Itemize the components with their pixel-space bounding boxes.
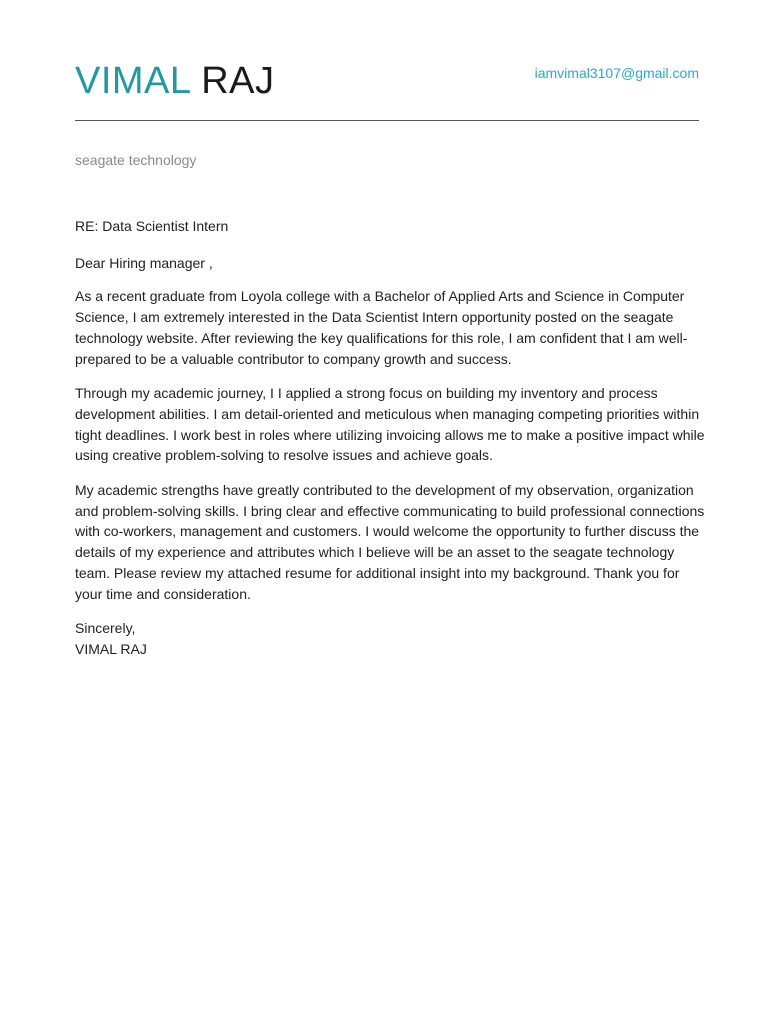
salutation: Dear Hiring manager , <box>75 254 213 271</box>
signature: VIMAL RAJ <box>75 640 147 657</box>
applicant-name <box>75 58 275 104</box>
letter-header <box>75 58 699 108</box>
body-paragraph-2: Through my academic journey, I I applied a strong focus on building my inventory and process development abilities. I am detail-oriented and meticulous when managing competing priorities within tight deadlines. I work best in roles where utilizing invoicing allows me to make a positive impact while using creative problem-solving to resolve issues and achieve goals. <box>75 385 705 464</box>
applicant-first-name: VIMAL <box>75 60 191 102</box>
letter-body <box>75 216 705 660</box>
email-link[interactable]: iamvimal3107@gmail.com <box>534 65 699 81</box>
closing: Sincerely, <box>75 620 136 637</box>
body-paragraph-1: As a recent graduate from Loyola college with a Bachelor of Applied Arts and Science in Computer Science, I am extremely interested in the Data Scientist Intern opportunity posted on the seagate technology website. After reviewing the key qualifications for this role, I am confident that I am well-prepared to be a valuable contributor to company growth and success. <box>75 288 688 367</box>
applicant-last-name: RAJ <box>201 60 275 102</box>
header-divider <box>75 120 699 121</box>
body-paragraph-3: My academic strengths have greatly contributed to the development of my observation, organization and problem-solving skills. I bring clear and effective communicating to build professional connections with co-workers, management and customers. I would welcome the opportunity to further discuss the details of my experience and attributes which I believe will be an asset to the seagate technology team. Please review my attached resume for additional insight into my background. Thank you for your time and consideration. <box>75 482 705 602</box>
subject-line: RE: Data Scientist Intern <box>75 218 229 234</box>
recipient-company: seagate technology <box>75 152 197 168</box>
